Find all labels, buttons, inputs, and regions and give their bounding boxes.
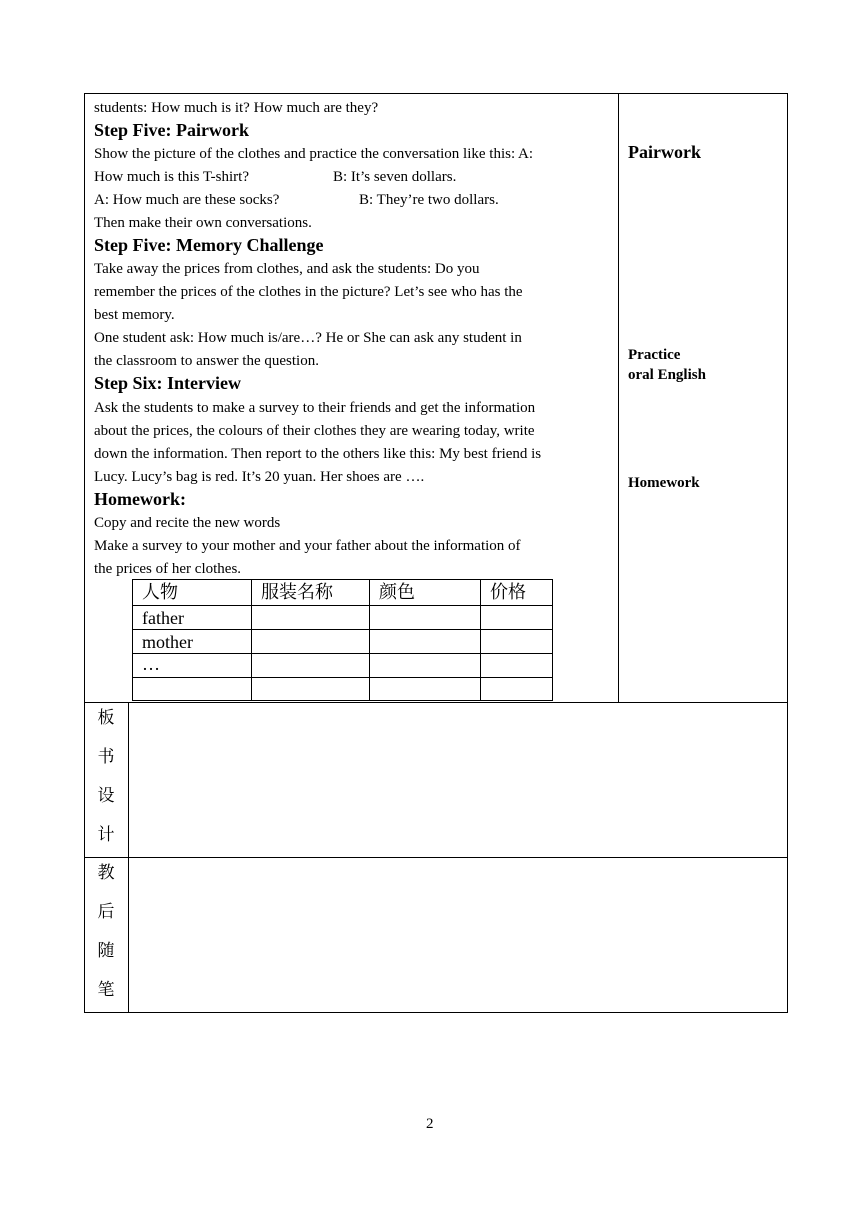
lesson-line: Ask the students to make a survey to their friends and get the information bbox=[94, 400, 536, 416]
outer-right-border bbox=[787, 93, 788, 1013]
reflection-char: 后 bbox=[97, 902, 115, 921]
lesson-line: students: How much is it? How much are they? bbox=[94, 100, 379, 116]
survey-table-rule bbox=[132, 677, 553, 678]
lesson-line: remember the prices of the clothes in the picture? Let’s see who has the bbox=[94, 284, 523, 300]
side-note-pairwork: Pairwork bbox=[628, 142, 701, 162]
lesson-line: A: How much are these socks? bbox=[94, 192, 280, 208]
survey-row-label: mother bbox=[142, 632, 193, 652]
lesson-line: best memory. bbox=[94, 307, 175, 323]
survey-header-colour: 颜色 bbox=[379, 582, 415, 602]
row-divider-1 bbox=[84, 702, 788, 703]
lesson-line: Take away the prices from clothes, and ask the students: Do you bbox=[94, 261, 480, 277]
lesson-line: down the information. Then report to the others like this: My best friend is bbox=[94, 446, 542, 462]
outer-bottom-border bbox=[84, 1012, 788, 1013]
survey-table-rule bbox=[132, 700, 553, 701]
outer-top-border bbox=[84, 93, 788, 94]
column-divider bbox=[618, 93, 619, 702]
survey-table-rule bbox=[132, 629, 553, 630]
survey-table-rule bbox=[251, 579, 252, 701]
lesson-line: Show the picture of the clothes and practice the conversation like this: A: bbox=[94, 146, 534, 162]
lesson-line: Lucy. Lucy’s bag is red. It’s 20 yuan. Her shoes are …. bbox=[94, 469, 425, 485]
reflection-char: 教 bbox=[97, 863, 115, 882]
reflection-char: 笔 bbox=[97, 980, 115, 999]
lesson-line: B: It’s seven dollars. bbox=[333, 169, 457, 185]
step-heading: Step Six: Interview bbox=[94, 373, 241, 393]
label-column-divider bbox=[128, 702, 129, 1013]
survey-table-rule bbox=[132, 579, 553, 580]
reflection-char: 随 bbox=[97, 941, 115, 960]
lesson-line: about the prices, the colours of their clothes they are wearing today, write bbox=[94, 423, 535, 439]
board-design-char: 计 bbox=[97, 825, 115, 844]
side-note-oral-english: oral English bbox=[628, 367, 706, 383]
lesson-line: Make a survey to your mother and your father about the information of bbox=[94, 538, 521, 554]
survey-header-clothing-name: 服装名称 bbox=[261, 582, 333, 602]
lesson-line: Copy and recite the new words bbox=[94, 515, 281, 531]
side-note-homework: Homework bbox=[628, 475, 700, 491]
page-number: 2 bbox=[426, 1116, 434, 1132]
survey-header-person: 人物 bbox=[142, 582, 178, 602]
board-design-char: 书 bbox=[97, 747, 115, 766]
lesson-line: How much is this T-shirt? bbox=[94, 169, 250, 185]
lesson-line: Then make their own conversations. bbox=[94, 215, 312, 231]
step-heading: Step Five: Memory Challenge bbox=[94, 235, 324, 255]
outer-left-border bbox=[84, 93, 85, 1013]
survey-table-rule bbox=[132, 653, 553, 654]
survey-header-price: 价格 bbox=[490, 582, 526, 602]
lesson-line: One student ask: How much is/are…? He or She can ask any student in bbox=[94, 330, 522, 346]
survey-table-rule bbox=[132, 605, 553, 606]
survey-table-rule bbox=[552, 579, 553, 701]
homework-heading: Homework: bbox=[94, 489, 186, 509]
lesson-line: the prices of her clothes. bbox=[94, 561, 242, 577]
board-design-char: 板 bbox=[97, 708, 115, 727]
lesson-line: the classroom to answer the question. bbox=[94, 353, 319, 369]
side-note-practice: Practice bbox=[628, 347, 681, 363]
step-heading: Step Five: Pairwork bbox=[94, 120, 249, 140]
survey-row-label: father bbox=[142, 608, 184, 628]
board-design-char: 设 bbox=[97, 786, 115, 805]
survey-table-rule bbox=[480, 579, 481, 701]
survey-row-label: … bbox=[142, 654, 160, 674]
survey-table-rule bbox=[132, 579, 133, 701]
row-divider-2 bbox=[84, 857, 788, 858]
survey-table-rule bbox=[369, 579, 370, 701]
lesson-line: B: They’re two dollars. bbox=[359, 192, 499, 208]
